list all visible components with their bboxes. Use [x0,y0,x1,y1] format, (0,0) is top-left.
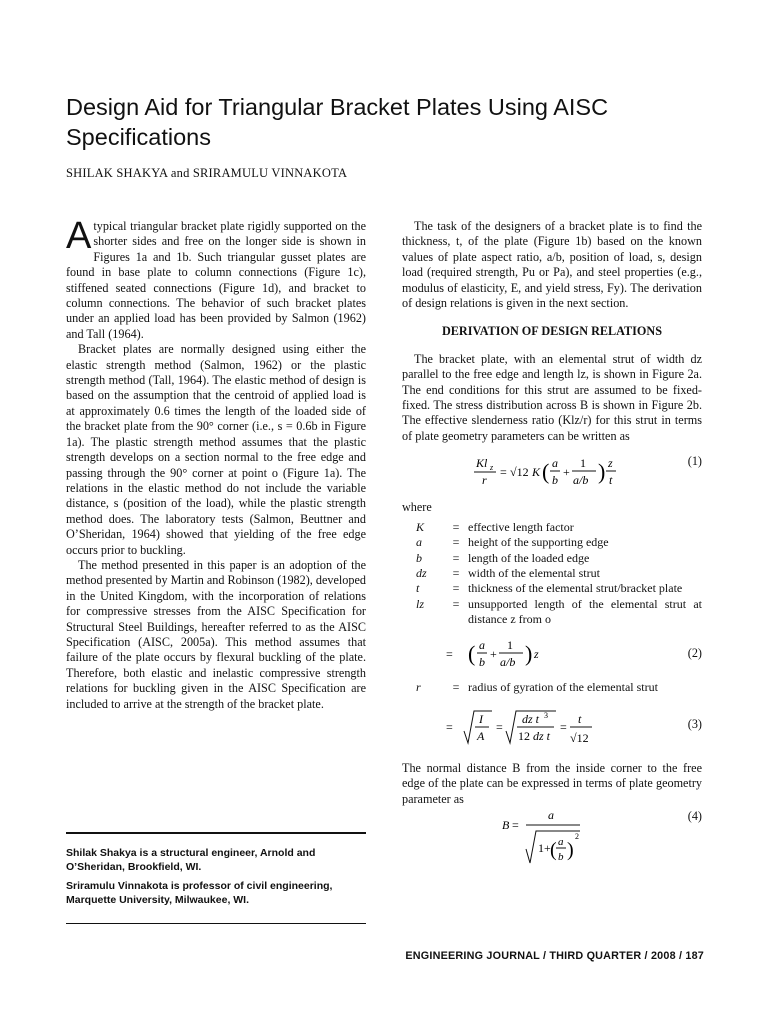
equation-3-body [442,707,592,753]
svg-text:a/b: a/b [500,654,516,669]
svg-text:): ) [567,839,574,862]
def-equals: = [452,596,460,611]
paragraph-3: The method presented in this paper is an adoption of the method presented by Martin and Robinson (1982), developed in the United Kingdom, with the incorporation of relations for compressive stresses from the AISC Specification for Structural Steel Buildings, hereafter referred to as the AISC Specification (AISC, 2005a). This method assumes that failure of the plate occurs by flexural buckling of the plate. Therefore, both elastic and inelastic compressive strength relations for buckling given in the AISC Specification are included to arrive at the strength of the bracket plate. [66,557,366,711]
def-text: effective length factor [468,519,574,534]
svg-text:): ) [598,459,606,485]
def-text: length of the loaded edge [468,550,590,565]
def-equals: = [452,519,460,534]
svg-text:z: z [608,456,613,471]
paragraph-r1: The task of the designers of a bracket plate is to find the thickness, t, of the plate (Figure 1b) based on the known values of plate aspect ratio, a/b, position of load, s, design load (required strength, Pu or Pa), and steel properties (e.g., modulus of elasticity, E, and yield stress, Fy). The derivation of design relations is given in the next section. [402,219,702,311]
equation-1-number: (1) [687,454,702,469]
equation-4 [402,809,702,871]
paragraph-1-text: typical triangular bracket plate rigidly supported on the shorter sides and free on the longer side is shown in Figures 1a and 1b. Such triangular gusset plates are found in base plate to column connections (Figure 1c), stiffened seated connections (Figure 1d), and bracket to column connections. The behavior of such bracket plates under an applied load has been provided by Salmon (1962) and Tall (1964). [66,219,366,341]
svg-text:A: A [477,728,485,743]
svg-text:1: 1 [580,456,586,471]
dropcap: A [66,215,92,257]
def-equals: = [452,565,460,580]
right-column [402,219,702,877]
def-equals: = [452,679,460,694]
footnote-bottom-rule [66,923,366,924]
equation-1-graphic [474,454,624,490]
section-heading: DERIVATION OF DESIGN RELATIONS [442,324,662,339]
svg-text:a: a [552,456,558,471]
svg-text:a: a [548,809,554,823]
equation-3-graphic [442,707,592,749]
svg-text:1+: 1+ [538,841,551,856]
page-footer: ENGINEERING JOURNAL / THIRD QUARTER / 2008 / 187 [405,950,704,962]
def-symbol: K [416,519,425,534]
def-text: height of the supporting edge [468,535,609,550]
paragraph-2: Bracket plates are normally designed using either the elastic strength method (Salmon, 1962) or the plastic strength method (Tall, 1964). The elastic method of design is based on the assumption that the centroid of applied load is at approximately 0.6 times the length of the loaded side of the bracket plate from the 90° corner (i.e., s = 0.6b in Figure 1a). The plastic strength method assumes that the plastic strength develops on a section normal to the free edge and passing through the 90° corner at point o (Figure 1a). The relations in the elastic method do not include the variable distance, s (position of the load), while the plastic strength method does. The laboratory tests (Salmon, Beuttner and O’Sheridan, 1964) showed that yielding of the free edge occurs prior to buckling. [66,342,366,557]
svg-text:z: z [490,463,494,473]
def-row [402,535,702,550]
svg-text:+: + [563,465,570,480]
svg-text:B: B [502,818,510,833]
symbol-definitions [402,520,702,628]
equation-2-body [442,636,552,676]
equation-2-graphic [442,636,552,672]
svg-text:=: = [500,465,507,480]
def-symbol: dz [416,565,427,580]
def-row [402,551,702,566]
svg-text:K: K [532,465,541,480]
equation-1 [402,450,702,494]
svg-text:t: t [609,473,613,488]
equation-4-body [500,809,590,873]
def-symbol: t [416,581,420,596]
footnote-1: Shilak Shakya is a structural engineer, Arnold and O’Sheridan, Brookfield, WI. [66,847,316,873]
equation-3-number: (3) [687,716,702,731]
def-symbol: b [416,550,422,565]
def-text: unsupported length of the elemental strut at distance z from o [468,596,702,627]
svg-text:Kl: Kl [476,456,488,471]
equation-3 [402,703,702,753]
equation-4-graphic [500,809,590,869]
svg-text:): ) [525,640,533,666]
def-text: thickness of the elemental strut/bracket plate [468,581,683,596]
svg-text:b: b [558,851,564,864]
paragraph-r3: The normal distance B from the inside corner to the free edge of the plate can be expressed in terms of plate geometry parameter as [402,760,702,806]
svg-text:a: a [558,836,564,849]
svg-text:=: = [446,719,453,734]
svg-text:=: = [560,719,567,734]
where-label: where [402,500,432,515]
equation-4-number: (4) [687,809,702,824]
def-text: width of the elemental strut [468,565,600,580]
svg-text:=: = [446,646,453,661]
equation-2 [402,634,702,674]
def-symbol: lz [416,596,425,611]
footnote-2: Sriramulu Vinnakota is professor of civil engineering, Marquette University, Milwaukee, WI. [66,880,333,906]
svg-text:√12: √12 [570,730,589,745]
left-column [66,215,366,712]
svg-text:I: I [479,711,483,726]
authors: SHILAK SHAKYA and SRIRAMULU VINNAKOTA [66,166,348,180]
def-symbol: r [416,679,421,694]
svg-text:3: 3 [544,710,548,720]
paragraph-intro [66,215,366,342]
equation-2-number: (2) [687,645,702,660]
def-equals: = [452,535,460,550]
svg-text:(: ( [542,459,550,485]
def-row [402,566,702,581]
def-row [402,597,702,628]
def-text: radius of gyration of the elemental strut [468,679,658,694]
def-row [402,581,702,596]
svg-text:b: b [552,473,558,488]
svg-text:t: t [578,711,582,726]
svg-text:√12: √12 [510,465,529,480]
author-footnotes [66,847,366,913]
svg-text:=: = [512,818,519,833]
r-definition [402,680,702,695]
svg-text:b: b [479,654,485,669]
svg-text:+: + [490,646,497,661]
def-symbol: a [416,535,422,550]
svg-text:12 dz t: 12 dz t [518,728,551,743]
paper-title: Design Aid for Triangular Bracket Plates Using AISC Specifications [66,94,609,150]
svg-text:a/b: a/b [573,473,589,488]
equation-1-body [474,454,624,494]
svg-text:a: a [479,637,485,652]
footnote-top-rule [66,832,366,834]
def-row [402,680,702,695]
svg-text:dz t: dz t [522,711,540,726]
def-equals: = [452,581,460,596]
paragraph-r2: The bracket plate, with an elemental strut of width dz parallel to the free edge and length lz, is shown in Figure 2a. The end conditions for this strut are assumed to be fixed-fixed. The stress distribution across B is shown in Figure 2b. The effective slenderness ratio (Klz/r) for this strut in terms of plate geometry parameters can be written as [402,351,702,443]
def-row [402,520,702,535]
svg-text:r: r [482,473,487,488]
svg-text:(: ( [550,839,557,862]
svg-text:1: 1 [507,637,513,652]
svg-text:2: 2 [575,832,579,842]
svg-text:(: ( [468,640,476,666]
svg-text:=: = [496,719,503,734]
svg-text:z: z [534,646,539,661]
def-equals: = [452,550,460,565]
